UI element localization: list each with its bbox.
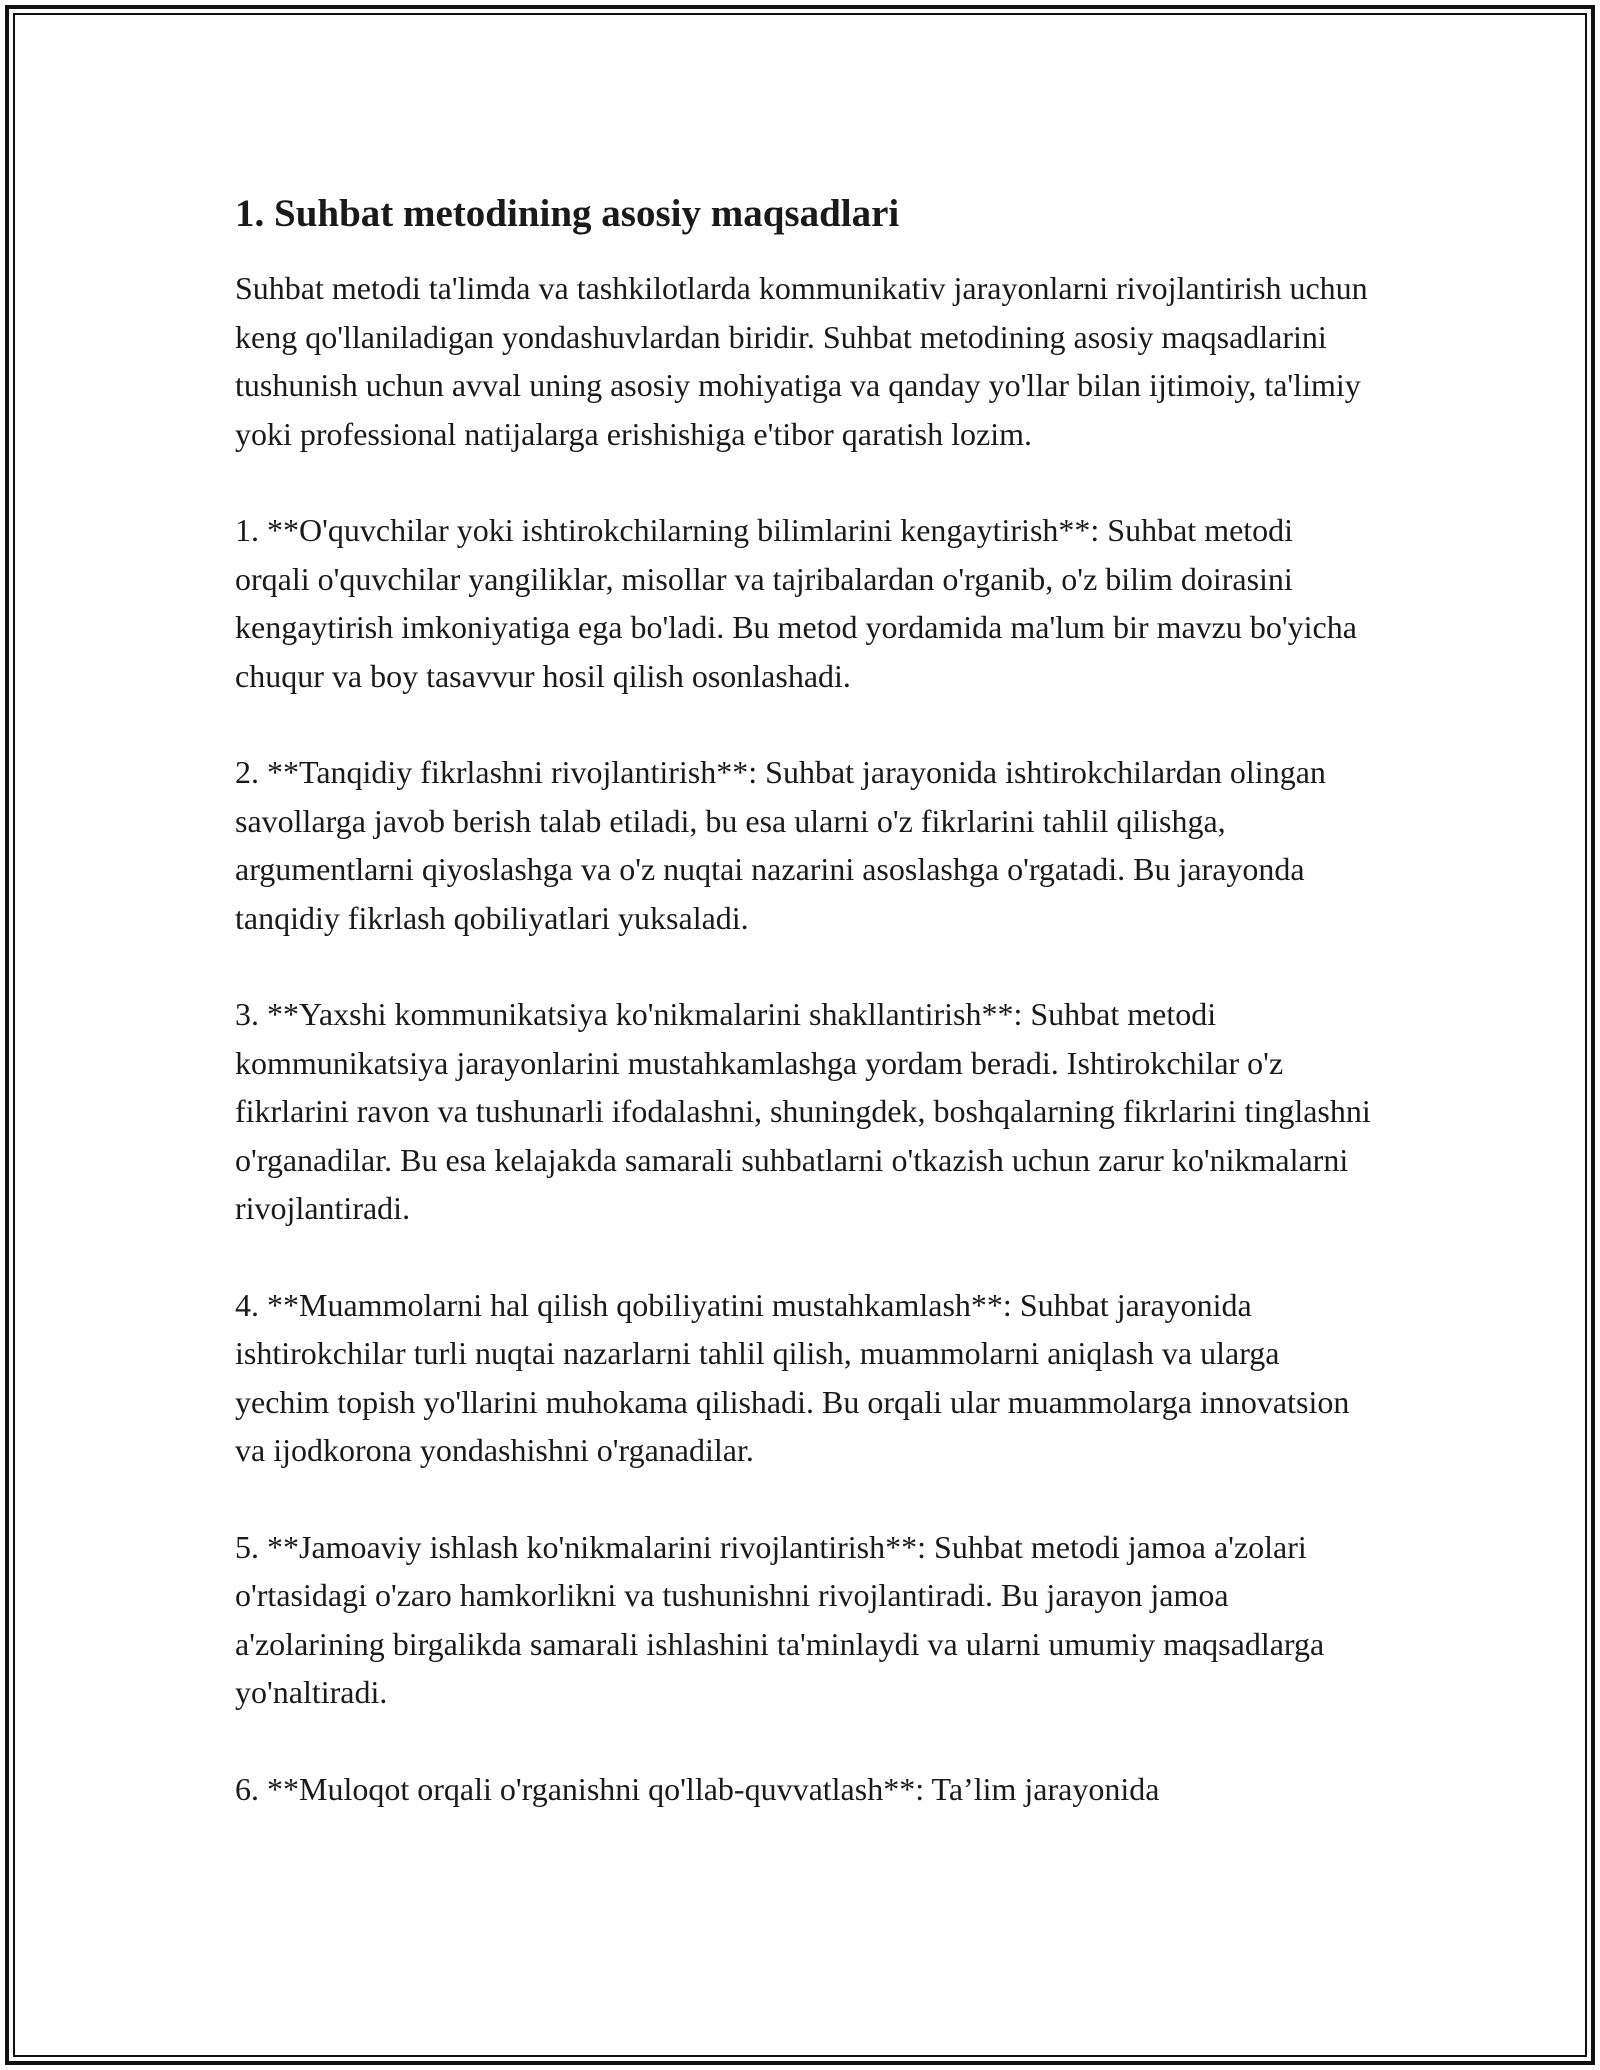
list-item-6: 6. **Muloqot orqali o'rganishni qo'llab-quvvatlash**: Ta’lim jarayonida xyxy=(235,1770,1160,1807)
intro-paragraph: Suhbat metodi ta'limda va tashkilotlarda kommunikativ jarayonlarni rivojlantirish uchun keng qo'llaniladigan yondashuvlardan biridir. Suhbat metodining asosiy maqsadlarini tushunish uchun avval uning asosiy mohiyatiga va qanday yo'llar bilan ijtimoiy, ta'limiy yoki professional natijalarga erishishiga e'tibor qaratish lozim. xyxy=(235,270,1368,452)
section-title: 1. Suhbat metodining asosiy maqsadlari xyxy=(235,192,900,235)
list-item-2: 2. **Tanqidiy fikrlashni rivojlantirish**: Suhbat jarayonida ishtirokchilardan olingan savollarga javob berish talab etiladi, bu esa ularni o'z fikrlarini tahlil qilishga, argumentlarni qiyoslashga va o'z nuqtai nazarini asoslashga o'rgatadi. Bu jarayonda tanqidiy fikrlash qobiliyatlari yuksaladi. xyxy=(235,754,1326,936)
list-item-3: 3. **Yaxshi kommunikatsiya ko'nikmalarini shakllantirish**: Suhbat metodi kommunikatsiya jarayonlarini mustahkamlashga yordam beradi. Ishtirokchilar o'z fikrlarini ravon va tushunarli ifodalashni, shuningdek, boshqalarning fikrlarini tinglashni o'rganadilar. Bu esa kelajakda samarali suhbatlarni o'tkazish uchun zarur ko'nikmalarni rivojlantiradi. xyxy=(235,996,1371,1226)
list-item-5: 5. **Jamoaviy ishlash ko'nikmalarini rivojlantirish**: Suhbat metodi jamoa a'zolari o'rtasidagi o'zaro hamkorlikni va tushunishni rivojlantiradi. Bu jarayon jamoa a'zolarining birgalikda samarali ishlashini ta'minlaydi va ularni umumiy maqsadlarga yo'naltiradi. xyxy=(235,1528,1325,1710)
list-item-4: 4. **Muammolarni hal qilish qobiliyatini mustahkamlash**: Suhbat jarayonida ishtirokchilar turli nuqtai nazarlarni tahlil qilish, muammolarni aniqlash va ularga yechim topish yo'llarini muhokama qilishadi. Bu orqali ular muammolarga innovatsion va ijodkorona yondashishni o'rganadilar. xyxy=(235,1286,1350,1468)
list-item-1: 1. **O'quvchilar yoki ishtirokchilarning bilimlarini kengaytirish**: Suhbat metodi orqali o'quvchilar yangiliklar, misollar va tajribalardan o'rganib, o'z bilim doirasini kengaytirish imkoniyatiga ega bo'ladi. Bu metod yordamida ma'lum bir mavzu bo'yicha chuqur va boy tasavvur hosil qilish osonlashadi. xyxy=(235,512,1357,694)
document-body xyxy=(235,186,1375,1813)
